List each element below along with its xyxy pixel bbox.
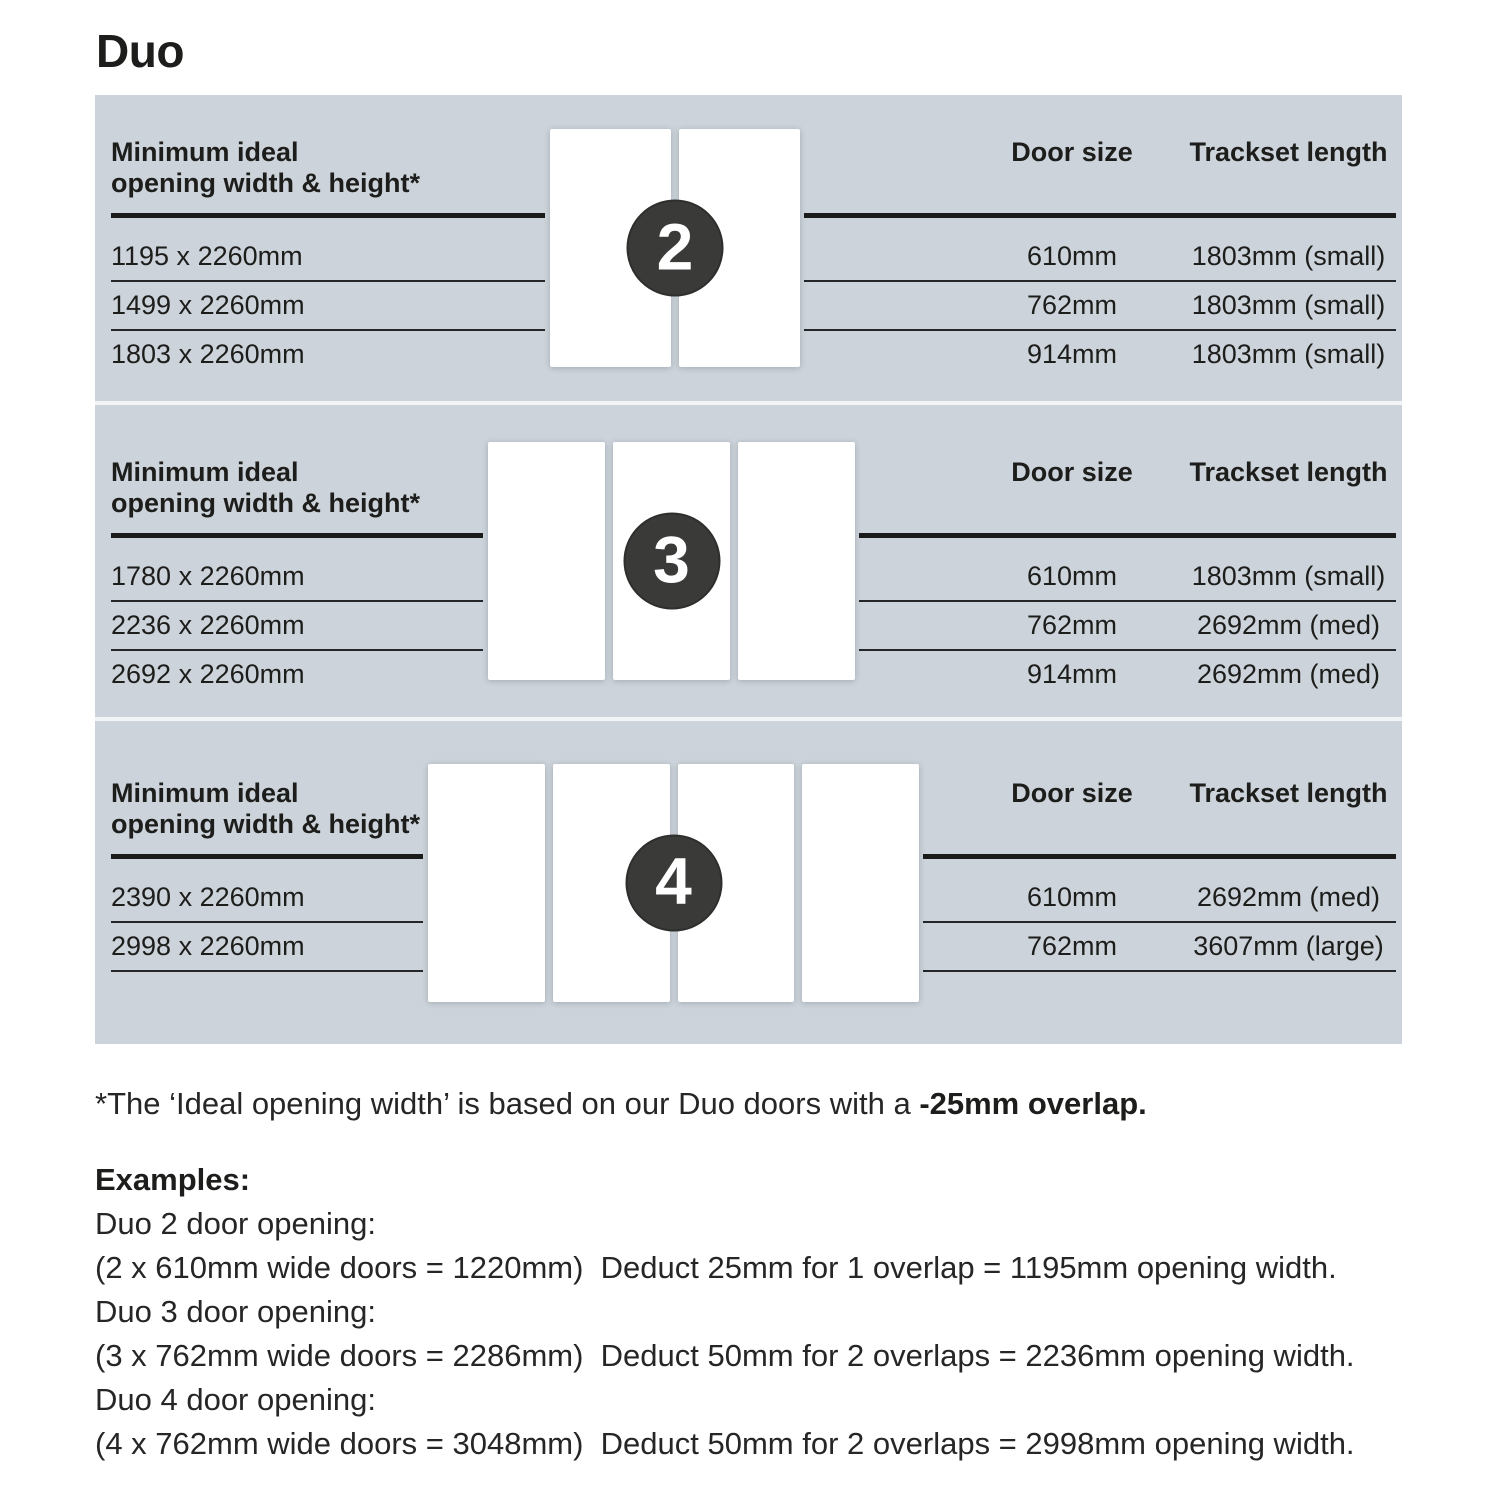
header-rule [111,854,423,859]
opening-value: 2692 x 2260mm [111,659,305,689]
header-rule [804,213,1396,218]
door-count-badge: 4 [625,834,722,931]
size-table-column [800,95,1402,401]
example-label: Duo 4 door opening: [95,1382,376,1417]
opening-value: 2998 x 2260mm [111,931,305,961]
door-count-badge: 2 [627,200,724,297]
opening-row [111,282,545,331]
door-size-value: 610mm [1026,882,1118,912]
trackset-length-value: 3607mm (large) [1193,931,1384,961]
opening-row [111,233,545,282]
opening-value: 1499 x 2260mm [111,290,305,320]
section-2-door [95,95,1402,401]
page-title: Duo [96,25,184,77]
door-diagram-4 [428,764,919,1002]
examples-heading: Examples: [95,1162,251,1197]
trackset-length-value: 2692mm (med) [1196,610,1381,640]
door-size-header: Door size [1011,457,1133,487]
size-row [923,923,1396,972]
example-label: Duo 3 door opening: [95,1294,376,1329]
header-rule [859,533,1396,538]
size-table-column [919,721,1402,1044]
spec-panel [95,95,1402,1044]
trackset-length-value: 1803mm (small) [1191,561,1386,591]
trackset-length-header: Trackset length [1189,778,1388,808]
door-size-value: 914mm [1026,659,1118,689]
opening-row [111,874,423,923]
size-row [804,331,1396,378]
opening-value: 2390 x 2260mm [111,882,305,912]
opening-rows [111,233,545,378]
door-panel [488,442,605,680]
size-row [923,874,1396,923]
opening-row [111,651,483,698]
trackset-length-value: 1803mm (small) [1191,241,1386,271]
size-rows [923,874,1396,972]
trackset-length-value: 2692mm (med) [1196,659,1381,689]
door-count-badge: 3 [623,513,720,610]
footnote [95,1082,1445,1126]
header-rule [111,213,545,218]
examples-list [95,1202,1445,1466]
trackset-length-value: 1803mm (small) [1191,290,1386,320]
door-size-header: Door size [1011,778,1133,808]
door-diagram-3 [488,442,855,680]
trackset-length-header: Trackset length [1189,137,1388,167]
door-size-header: Door size [1011,137,1133,167]
size-table-header [859,457,1396,533]
door-diagram-2 [550,129,800,367]
opening-size-column [95,721,428,1044]
example-detail: (4 x 762mm wide doors = 3048mm) Deduct 50mm for 2 overlaps = 2998mm opening width. [95,1426,1355,1461]
door-size-value: 762mm [1026,290,1118,320]
opening-value: 1195 x 2260mm [111,241,303,271]
example-detail: (3 x 762mm wide doors = 2286mm) Deduct 50mm for 2 overlaps = 2236mm opening width. [95,1338,1355,1373]
opening-row [111,553,483,602]
door-panel [428,764,545,1002]
size-row [804,282,1396,331]
size-row [804,233,1396,282]
opening-column-header: Minimum ideal opening width & height* [111,778,420,839]
opening-column-header: Minimum ideal opening width & height* [111,457,420,518]
door-size-value: 762mm [1026,610,1118,640]
size-row [859,602,1396,651]
size-table-header [923,778,1396,854]
header-rule [923,854,1396,859]
opening-value: 1780 x 2260mm [111,561,305,591]
door-panel [802,764,919,1002]
section-4-door [95,721,1402,1044]
opening-value: 2236 x 2260mm [111,610,305,640]
opening-rows [111,553,483,698]
size-rows [804,233,1396,378]
opening-row [111,602,483,651]
opening-row [111,331,545,378]
footnote-text: *The ‘Ideal opening width’ is based on our Duo doors with a [95,1086,920,1121]
size-row [859,651,1396,698]
example-detail: (2 x 610mm wide doors = 1220mm) Deduct 25mm for 1 overlap = 1195mm opening width. [95,1250,1337,1285]
door-size-value: 610mm [1026,561,1118,591]
opening-rows [111,874,423,972]
trackset-length-header: Trackset length [1189,457,1388,487]
trackset-length-value: 2692mm (med) [1196,882,1381,912]
size-rows [859,553,1396,698]
opening-size-column [95,95,550,401]
footnote-bold: -25mm overlap. [919,1086,1147,1121]
opening-size-column [95,405,488,717]
header-rule [111,533,483,538]
door-size-value: 762mm [1026,931,1118,961]
example-label: Duo 2 door opening: [95,1206,376,1241]
opening-row [111,923,423,972]
size-row [859,553,1396,602]
door-size-value: 610mm [1026,241,1118,271]
notes-area [95,1082,1445,1466]
size-table-header [804,137,1396,213]
opening-value: 1803 x 2260mm [111,339,305,369]
size-table-column [855,405,1402,717]
opening-column-header: Minimum ideal opening width & height* [111,137,420,198]
door-panel [738,442,855,680]
trackset-length-value: 1803mm (small) [1191,339,1386,369]
door-size-value: 914mm [1026,339,1118,369]
section-3-door [95,405,1402,717]
